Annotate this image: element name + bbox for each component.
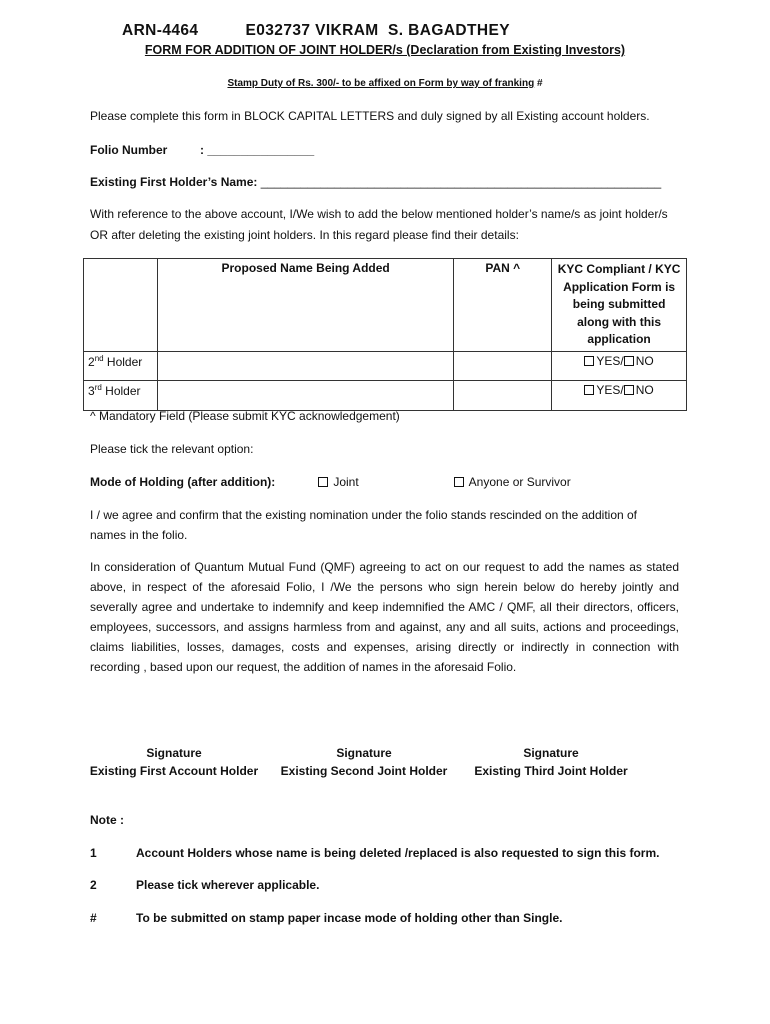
folio-number-blank[interactable]: : ________________: [200, 143, 315, 157]
table-header-row: [84, 259, 687, 352]
checkbox-icon[interactable]: [454, 477, 464, 487]
note-text: To be submitted on stamp paper incase mode of holding other than Single.: [136, 911, 563, 925]
mode-of-holding: [90, 472, 710, 492]
first-holder-name-label: Existing First Holder’s Name:: [90, 175, 258, 189]
stamp-duty-note: [0, 78, 770, 89]
reference-paragraph: With reference to the above account, I/We wish to add the below mentioned holder’s name/s as joint holder/s OR after deleting the existing joint holders. In this regard please find their details:: [90, 207, 668, 242]
third-holder-kyc-cell: YES/ NO: [552, 380, 687, 410]
distributor-header: [122, 22, 510, 40]
second-holder-pan-cell[interactable]: [454, 351, 552, 380]
second-holder-name-cell[interactable]: [157, 351, 453, 380]
mode-option-anyone-survivor[interactable]: Anyone or Survivor: [454, 472, 571, 492]
indemnity-paragraph: In consideration of Quantum Mutual Fund (QMF) agreeing to act on our request to add the names as stated above, in respect of the aforesaid Folio, I /We the persons who sign herein below do hereby jointly and severally agree and undertake to indemnify and keep indemnified the AMC / QMF, all their directors, officers, employees, successors, and assigns harmless from and against, any and all suits, actions and proceedings, claims liabilities, losses, damages, costs and expenses, arising directly or indirectly in connection with recording , based upon our request, the addition of names in the aforesaid Folio.: [90, 560, 679, 674]
checkbox-icon[interactable]: [624, 356, 634, 366]
table-row: [84, 351, 687, 380]
arn-code: ARN-4464: [122, 22, 199, 39]
stamp-duty-text: Stamp Duty of Rs. 300/- to be affixed on Form by way of franking: [227, 78, 535, 89]
mandatory-field-note: ^ Mandatory Field (Please submit KYC acknowledgement): [90, 409, 400, 423]
row-holder-label: 3rd Holder: [84, 380, 158, 410]
nomination-paragraph: I / we agree and confirm that the existing nomination under the folio stands rescinded on the addition of names in the folio.: [90, 508, 638, 542]
note-number: #: [90, 911, 97, 925]
notes-heading: Note :: [90, 813, 124, 827]
distributor-name: E032737 VIKRAM S. BAGADTHEY: [245, 22, 510, 39]
second-holder-kyc-cell: YES/ NO: [552, 351, 687, 380]
tick-prompt: Please tick the relevant option:: [90, 442, 254, 456]
checkbox-icon[interactable]: [584, 356, 594, 366]
mode-of-holding-label: Mode of Holding (after addition):: [90, 475, 276, 489]
first-holder-name-field[interactable]: [90, 172, 690, 192]
row-holder-label: 2nd Holder: [84, 351, 158, 380]
note-number: 2: [90, 878, 97, 892]
folio-number-field[interactable]: [90, 140, 680, 160]
instruction-text: Please complete this form in BLOCK CAPITAL LETTERS and duly signed by all Existing account holders.: [90, 109, 650, 123]
signature-third-holder[interactable]: Signature Existing Third Joint Holder: [474, 746, 628, 778]
header-blank-cell: [84, 259, 158, 352]
header-kyc: KYC Compliant / KYC Application Form is being submitted along with this application: [552, 259, 687, 352]
checkbox-icon[interactable]: [318, 477, 328, 487]
note-text: Please tick wherever applicable.: [136, 878, 320, 892]
header-proposed-name: Proposed Name Being Added: [157, 259, 453, 352]
signature-first-holder[interactable]: Signature Existing First Account Holder: [89, 746, 259, 778]
note-text: Account Holders whose name is being deleted /replaced is also requested to sign this form.: [136, 846, 660, 860]
checkbox-icon[interactable]: [624, 385, 634, 395]
note-number: 1: [90, 846, 97, 860]
mode-option-joint[interactable]: Joint: [318, 472, 359, 492]
stamp-duty-mark: #: [534, 78, 543, 89]
joint-holder-table: [83, 258, 687, 411]
first-holder-name-blank[interactable]: ____________________________________________________________: [260, 175, 662, 189]
signature-second-holder[interactable]: Signature Existing Second Joint Holder: [280, 746, 448, 778]
header-pan: PAN ^: [454, 259, 552, 352]
folio-number-label: Folio Number: [90, 143, 168, 157]
form-title: FORM FOR ADDITION OF JOINT HOLDER/s (Declaration from Existing Investors): [144, 43, 626, 57]
checkbox-icon[interactable]: [584, 385, 594, 395]
